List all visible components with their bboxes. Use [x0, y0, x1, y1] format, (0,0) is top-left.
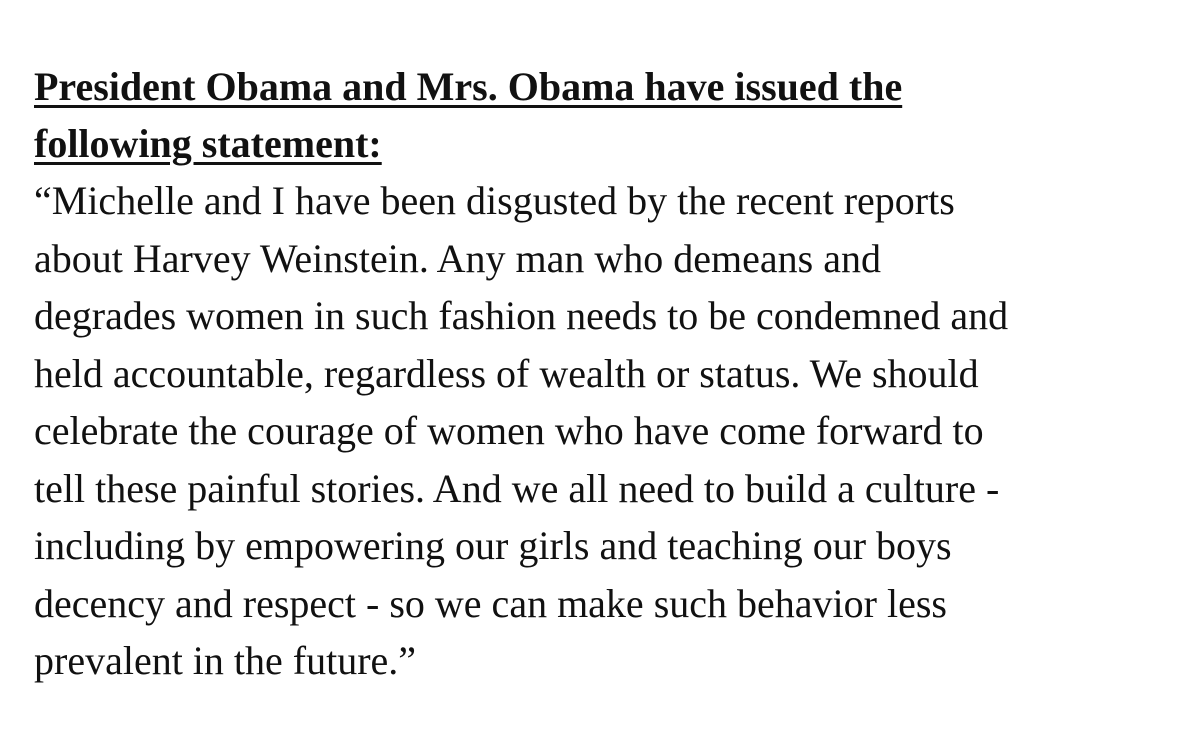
heading-line: following statement: [34, 121, 382, 166]
statement-document [34, 58, 1154, 690]
quote-line: decency and respect - so we can make such behavior less [34, 580, 947, 626]
statement-quote [34, 172, 1154, 690]
statement-heading [34, 58, 1154, 172]
quote-line: held accountable, regardless of wealth or status. We should [34, 350, 979, 396]
quote-line: about Harvey Weinstein. Any man who demeans and [34, 235, 881, 281]
quote-line: degrades women in such fashion needs to be condemned and [34, 293, 1009, 338]
quote-line: celebrate the courage of women who have come forward to [34, 408, 984, 453]
heading-line: President Obama and Mrs. Obama have issued the [34, 64, 903, 109]
quote-line: “Michelle and I have been disgusted by the recent reports [34, 178, 955, 223]
quote-line: including by empowering our girls and teaching our boys [34, 523, 952, 568]
quote-line: prevalent in the future.” [34, 638, 417, 683]
quote-line: tell these painful stories. And we all need to build a culture - [34, 465, 1000, 511]
